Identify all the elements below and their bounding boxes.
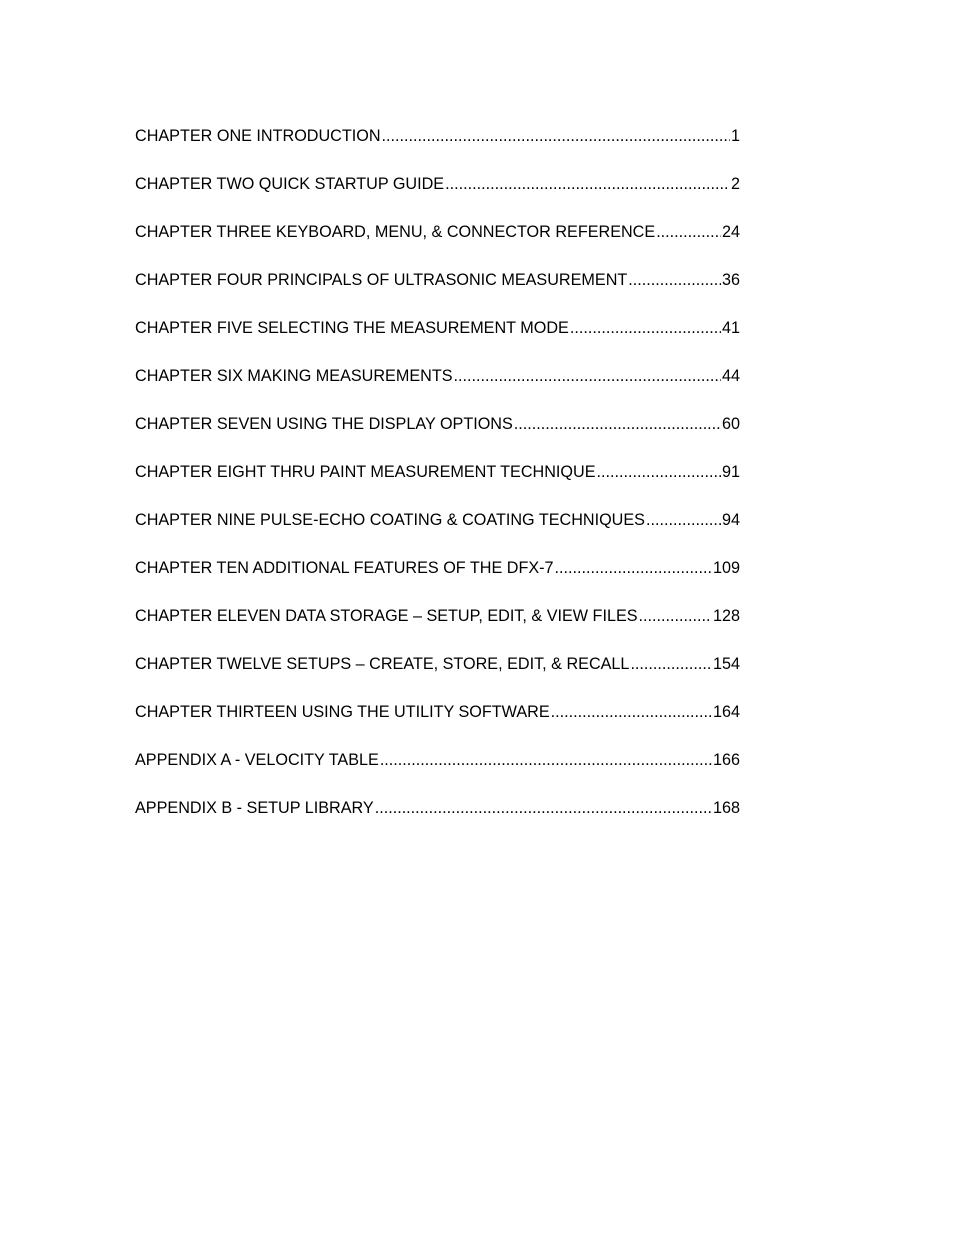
toc-entry[interactable] (135, 365, 740, 413)
toc-entry-page: 2 (730, 175, 740, 193)
toc-entry-page: 164 (712, 703, 740, 721)
toc-entry[interactable] (135, 461, 740, 509)
toc-dot-leader (445, 173, 730, 195)
toc-dot-leader (656, 221, 721, 243)
toc-entry[interactable] (135, 173, 740, 221)
toc-entry-title: CHAPTER NINE PULSE-ECHO COATING & COATING TECHNIQUES (135, 511, 645, 529)
toc-entry-page: 128 (712, 607, 740, 625)
toc-dot-leader (380, 749, 712, 771)
toc-dot-leader (551, 701, 712, 723)
toc-entry-page: 1 (730, 127, 740, 145)
toc-entry-page: 166 (712, 751, 740, 769)
toc-dot-leader (628, 269, 721, 291)
toc-entry-title: CHAPTER ONE INTRODUCTION (135, 127, 381, 145)
toc-entry-title: CHAPTER THIRTEEN USING THE UTILITY SOFTWARE (135, 703, 550, 721)
toc-dot-leader (646, 509, 721, 531)
table-of-contents (135, 125, 740, 845)
toc-entry-page: 154 (712, 655, 740, 673)
toc-dot-leader (454, 365, 721, 387)
toc-entry[interactable] (135, 317, 740, 365)
toc-entry-title: APPENDIX B - SETUP LIBRARY (135, 799, 374, 817)
toc-entry[interactable] (135, 221, 740, 269)
toc-dot-leader (570, 317, 721, 339)
toc-dot-leader (630, 653, 712, 675)
toc-entry[interactable] (135, 125, 740, 173)
toc-entry[interactable] (135, 269, 740, 317)
toc-entry[interactable] (135, 413, 740, 461)
toc-entry-title: CHAPTER FOUR PRINCIPALS OF ULTRASONIC MEASUREMENT (135, 271, 628, 289)
toc-entry-title: CHAPTER ELEVEN DATA STORAGE – SETUP, EDIT, & VIEW FILES (135, 607, 638, 625)
toc-dot-leader (597, 461, 721, 483)
toc-entry-page: 91 (721, 463, 740, 481)
toc-entry[interactable] (135, 749, 740, 797)
toc-entry-title: CHAPTER THREE KEYBOARD, MENU, & CONNECTOR REFERENCE (135, 223, 656, 241)
toc-entry-page: 168 (712, 799, 740, 817)
toc-entry[interactable] (135, 797, 740, 845)
toc-entry-title: CHAPTER SEVEN USING THE DISPLAY OPTIONS (135, 415, 513, 433)
toc-entry[interactable] (135, 509, 740, 557)
toc-dot-leader (375, 797, 712, 819)
toc-entry[interactable] (135, 701, 740, 749)
toc-entry[interactable] (135, 557, 740, 605)
toc-entry[interactable] (135, 653, 740, 701)
toc-entry-title: CHAPTER TWELVE SETUPS – CREATE, STORE, EDIT, & RECALL (135, 655, 630, 673)
toc-entry-title: CHAPTER TWO QUICK STARTUP GUIDE (135, 175, 445, 193)
toc-entry[interactable] (135, 605, 740, 653)
toc-entry-title: CHAPTER FIVE SELECTING THE MEASUREMENT MODE (135, 319, 569, 337)
toc-dot-leader (555, 557, 712, 579)
toc-entry-title: CHAPTER TEN ADDITIONAL FEATURES OF THE DFX-7 (135, 559, 554, 577)
toc-entry-page: 60 (721, 415, 740, 433)
toc-entry-page: 24 (721, 223, 740, 241)
toc-entry-page: 41 (721, 319, 740, 337)
toc-dot-leader (514, 413, 721, 435)
toc-entry-page: 109 (712, 559, 740, 577)
toc-entry-page: 94 (721, 511, 740, 529)
toc-entry-title: APPENDIX A - VELOCITY TABLE (135, 751, 379, 769)
toc-entry-title: CHAPTER SIX MAKING MEASUREMENTS (135, 367, 453, 385)
toc-entry-title: CHAPTER EIGHT THRU PAINT MEASUREMENT TECHNIQUE (135, 463, 596, 481)
toc-dot-leader (639, 605, 712, 627)
toc-entry-page: 44 (721, 367, 740, 385)
toc-dot-leader (382, 125, 730, 147)
toc-entry-page: 36 (721, 271, 740, 289)
